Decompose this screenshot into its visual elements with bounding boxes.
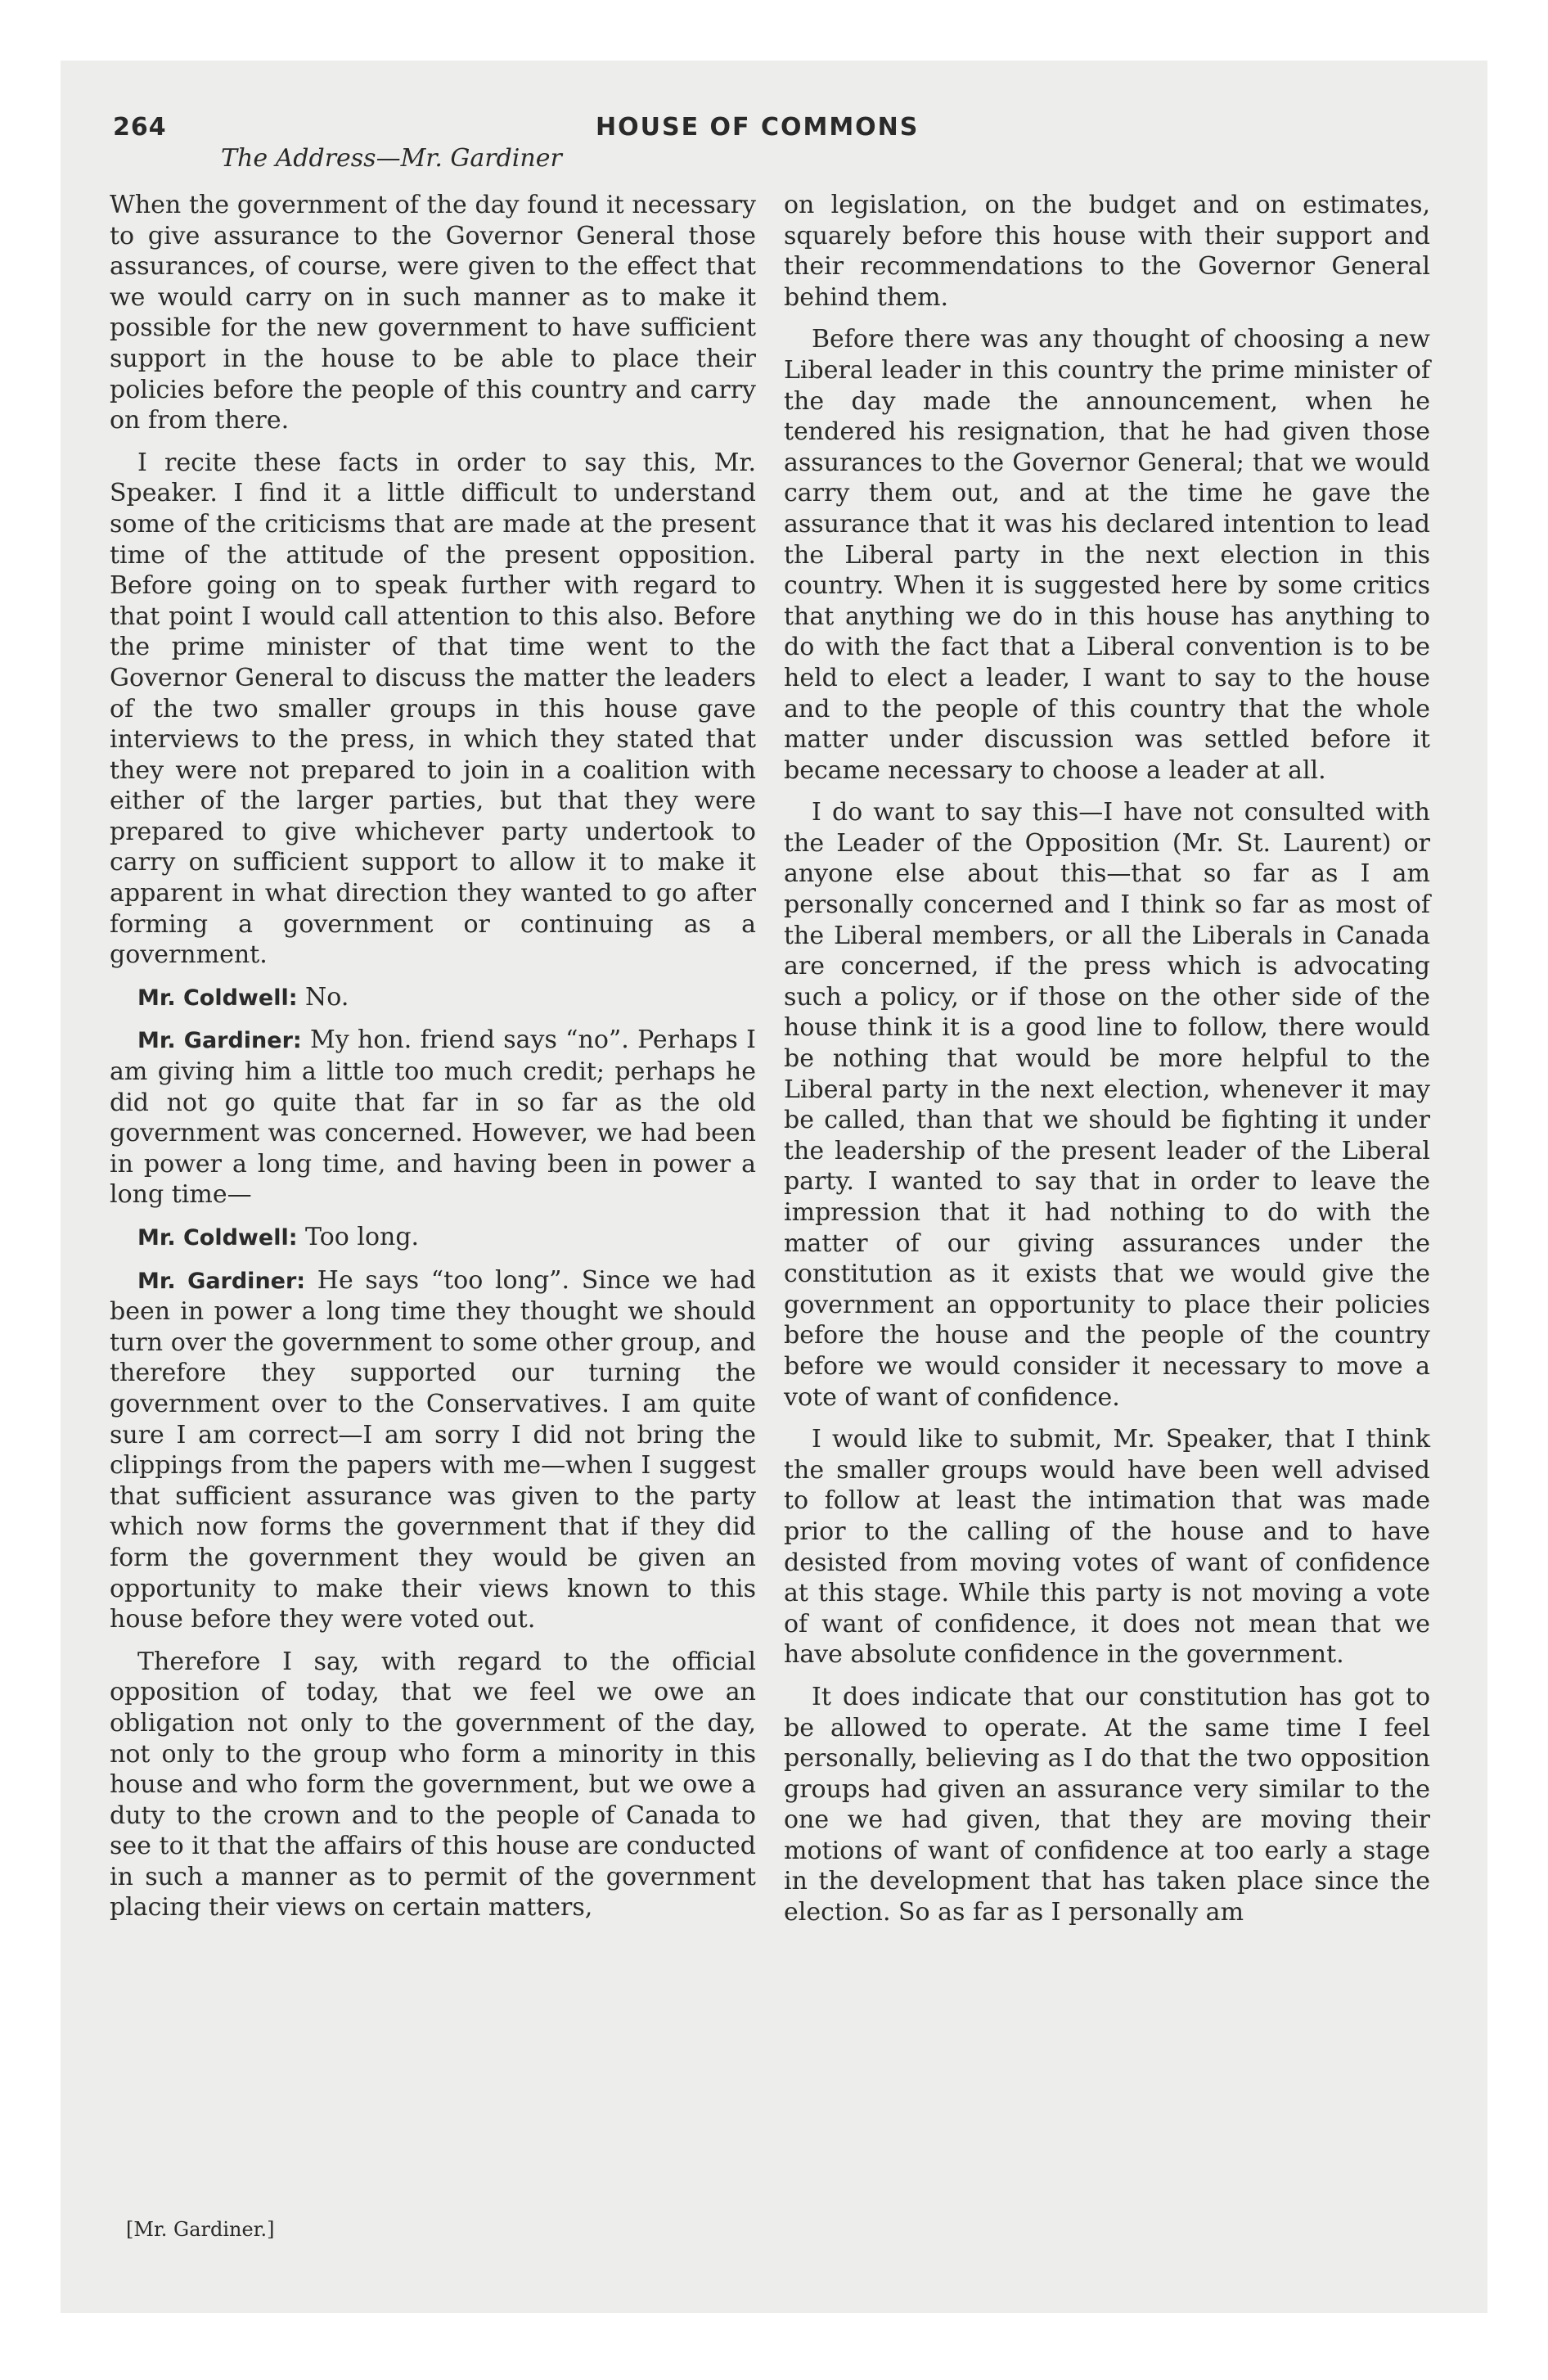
speech — [110, 1025, 756, 1210]
interjection — [110, 982, 756, 1014]
page-number: 264 — [113, 113, 167, 142]
speech-text: No. — [297, 982, 349, 1012]
speech-text: My hon. friend says “no”. Perhaps I am giving him a little too much credit; perhaps he did not go quite that far in so far as the old government was concerned. However, we had been in power a long time, and having been in power a long time— — [110, 1025, 756, 1210]
left-column — [110, 190, 756, 1935]
speech — [110, 1265, 756, 1635]
paragraph: I would like to submit, Mr. Speaker, that I think the smaller groups would have been well advised to follow at least the intimation that was made prior to the calling of the house and to have desisted from moving votes of want of confidence at this stage. While this party is not moving a vote of want of confidence, it does not mean that we have absolute confidence in the government. — [784, 1425, 1430, 1670]
paragraph: Therefore I say, with regard to the official opposition of today, that we feel we owe an obligation not only to the government of the day, not only to the group who form a minority in this house and who form the government, but we owe a duty to the crown and to the people of Canada to see to it that the affairs of this house are conducted in such a manner as to permit of the government placing their views on certain matters, — [110, 1647, 756, 1922]
paragraph: When the government of the day found it necessary to give assurance to the Governor General those assurances, of course, were given to the effect that we would carry on in such manner as to make it possible for the new government to have sufficient support in the house to be able to place their policies before the people of this country and carry on from there. — [110, 191, 756, 435]
paragraph: I recite these facts in order to say this, Mr. Speaker. I find it a little difficult to understand some of the criticisms that are made at the present time of the attitude of the present opposition. Before going on to speak further with regard to that point I would call attention to this also. Before the prime minister of that time went to the Governor General to discuss the matter the leaders of the two smaller groups in this house gave interviews to the press, in which they stated that they were not prepared to join in a coalition with either of the larger parties, but that they were prepared to give whichever party undertook to carry on sufficient support to allow it to make it apparent in what direction they wanted to go after forming a government or continuing as a government. — [110, 448, 756, 970]
speaker-name: Mr. Gardiner: — [137, 1028, 302, 1054]
page-header — [113, 113, 946, 146]
paragraph: I do want to say this—I have not consulted with the Leader of the Opposition (Mr. St. Laurent) or anyone else about this—that so far as I am personally concerned and I think so far as most of the Liberal members, or all the Liberals in Canada are concerned, if the press which is advocating such a policy, or if those on the other side of the house think it is a good line to follow, there would be nothing that would be more helpful to the Liberal party in the next election, whenever it may be called, than that we should be fighting it under the leadership of the present leader of the Liberal party. I wanted to say that in order to leave the impression that it had nothing to do with the matter of our giving assurances under the constitution as it exists that we would give the government an opportunity to place their policies before the house and the people of the country before we would consider it necessary to move a vote of want of confidence. — [784, 798, 1430, 1412]
paragraph: on legislation, on the budget and on estimates, squarely before this house with their support and their recommendations to the Governor General behind them. — [784, 191, 1430, 312]
speech-text: Too long. — [297, 1223, 420, 1251]
right-column — [784, 190, 1430, 1940]
speaker-name: Mr. Gardiner: — [137, 1268, 306, 1294]
speaker-name: Mr. Coldwell: — [137, 1225, 298, 1251]
speaker-name: Mr. Coldwell: — [137, 985, 298, 1011]
footer-note: [Mr. Gardiner.] — [126, 2218, 275, 2241]
paragraph: Before there was any thought of choosing a new Liberal leader in this country the prime minister of the day made the announcement, when he tendered his resignation, that he had given those assurances to the Governor General; that we would carry them out, and at the time he gave the assurance that it was his declared intention to lead the Liberal party in the next election in this country. When it is suggested here by some critics that anything we do in this house has anything to do with the fact that a Liberal convention is to be held to elect a leader, I want to say to the house and to the people of this country that the whole matter under discussion was settled before it became necessary to choose a leader at all. — [784, 325, 1430, 785]
running-title: HOUSE OF COMMONS — [596, 113, 920, 142]
speech-text: He says “too long”. Since we had been in power a long time they thought we should turn over the government to some other group, and therefore they supported our turning the government over to the Conservatives. I am quite sure I am correct—I am sorry I did not bring the clippings from the papers with me—when I suggest that sufficient assurance was given to the party which now forms the government that if they did form the government they would be given an opportunity to make their views known to this house before they were voted out. — [110, 1265, 757, 1634]
interjection — [110, 1222, 756, 1254]
section-heading: The Address—Mr. Gardiner — [221, 144, 562, 173]
paragraph: It does indicate that our constitution has got to be allowed to operate. At the same time I feel personally, believing as I do that the two opposition groups had given an assurance very similar to the one we had given, that they are moving their motions of want of confidence at too early a stage in the development that has taken place since the election. So as far as I personally am — [784, 1682, 1430, 1927]
